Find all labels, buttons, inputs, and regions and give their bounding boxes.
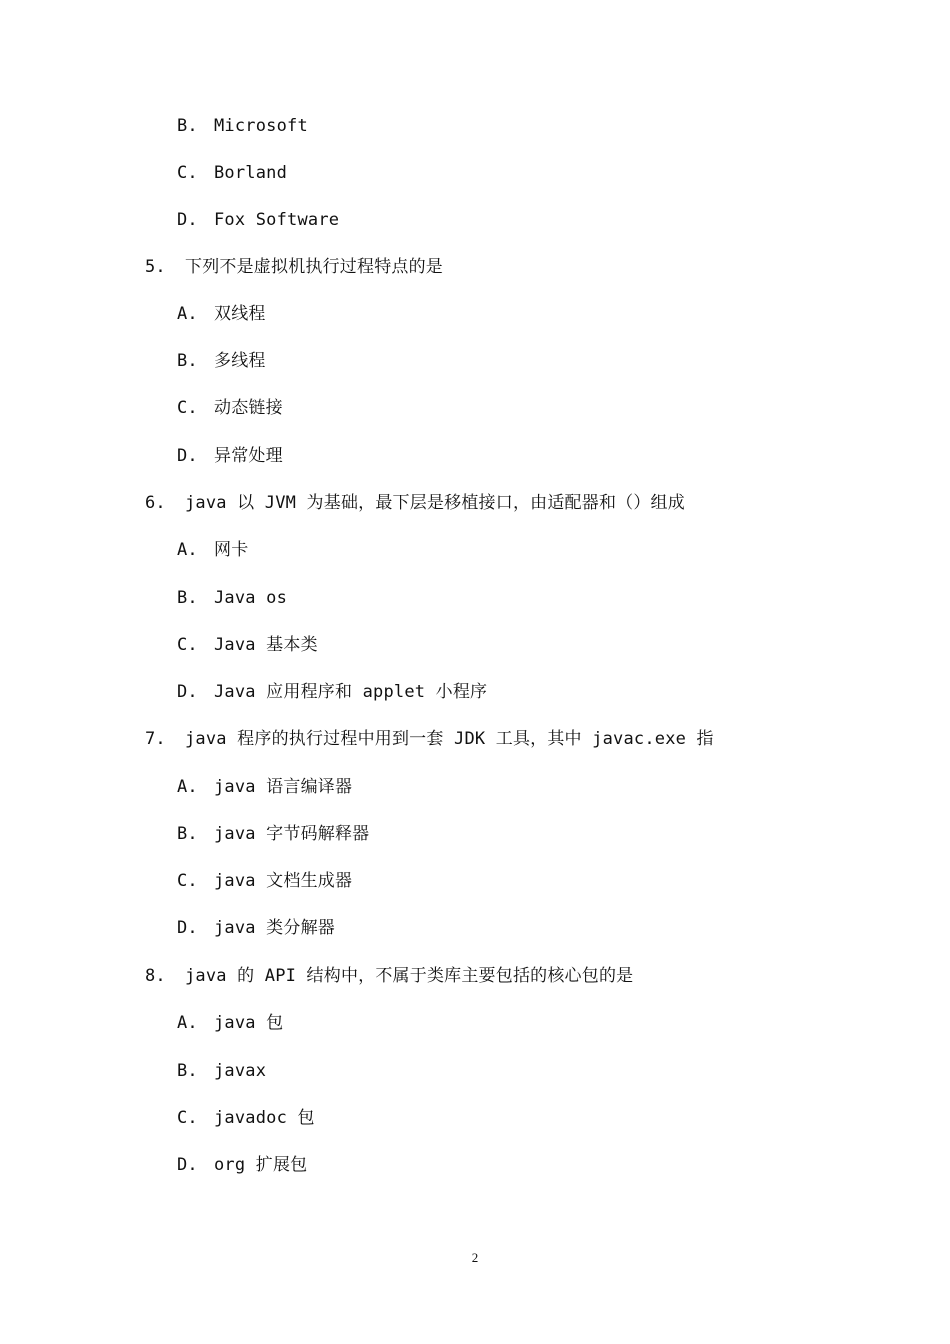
question-number: 5.	[145, 257, 166, 277]
option-7a	[177, 775, 352, 799]
option-text: java 包	[214, 1013, 284, 1033]
option-label: C.	[177, 163, 198, 183]
option-7b	[177, 822, 369, 846]
option-5c	[177, 396, 283, 420]
option-4b	[177, 114, 308, 138]
question-text: java 程序的执行过程中用到一套 JDK 工具，其中 javac.exe 指	[185, 729, 714, 749]
option-label: B.	[177, 1061, 198, 1081]
option-text: Fox Software	[214, 210, 340, 230]
option-6b	[177, 586, 287, 610]
question-7	[145, 727, 714, 751]
option-text: Java os	[214, 588, 288, 608]
option-text: javadoc 包	[214, 1108, 315, 1128]
page-number: 2	[471, 1250, 479, 1265]
option-8d	[177, 1153, 307, 1177]
question-6	[145, 491, 685, 515]
question-number: 8.	[145, 966, 166, 986]
option-label: D.	[177, 918, 198, 938]
option-4c	[177, 161, 287, 185]
option-4d	[177, 208, 339, 232]
option-5a	[177, 302, 266, 326]
option-label: C.	[177, 398, 198, 418]
option-6d	[177, 680, 487, 704]
question-text: java 以 JVM 为基础，最下层是移植接口，由适配器和（）组成	[185, 493, 685, 513]
option-label: B.	[177, 351, 198, 371]
question-8	[145, 964, 633, 988]
option-label: A.	[177, 777, 198, 797]
option-label: C.	[177, 635, 198, 655]
question-text: 下列不是虚拟机执行过程特点的是	[185, 257, 443, 277]
option-label: B.	[177, 588, 198, 608]
option-text: 双线程	[214, 304, 266, 324]
option-text: org 扩展包	[214, 1155, 308, 1175]
option-5d	[177, 444, 283, 468]
option-text: 多线程	[214, 351, 266, 371]
option-label: D.	[177, 682, 198, 702]
question-5	[145, 255, 443, 279]
option-label: D.	[177, 1155, 198, 1175]
option-label: B.	[177, 116, 198, 136]
question-number: 7.	[145, 729, 166, 749]
option-label: C.	[177, 871, 198, 891]
option-label: A.	[177, 1013, 198, 1033]
option-8b	[177, 1059, 266, 1083]
question-text: java 的 API 结构中，不属于类库主要包括的核心包的是	[185, 966, 634, 986]
option-text: Java 应用程序和 applet 小程序	[214, 682, 488, 702]
option-text: javax	[214, 1061, 267, 1081]
option-5b	[177, 349, 266, 373]
option-text: java 类分解器	[214, 918, 335, 938]
option-text: Java 基本类	[214, 635, 318, 655]
option-text: java 语言编译器	[214, 777, 353, 797]
question-number: 6.	[145, 493, 166, 513]
option-label: D.	[177, 446, 198, 466]
option-label: A.	[177, 540, 198, 560]
option-6c	[177, 633, 318, 657]
option-text: 异常处理	[214, 446, 283, 466]
option-text: 网卡	[214, 540, 249, 560]
option-label: D.	[177, 210, 198, 230]
option-text: 动态链接	[214, 398, 283, 418]
option-text: Microsoft	[214, 116, 308, 136]
option-7d	[177, 916, 335, 940]
option-6a	[177, 538, 248, 562]
option-text: java 字节码解释器	[214, 824, 370, 844]
option-text: java 文档生成器	[214, 871, 353, 891]
option-8a	[177, 1011, 283, 1035]
option-8c	[177, 1106, 315, 1130]
option-7c	[177, 869, 352, 893]
option-label: B.	[177, 824, 198, 844]
option-label: C.	[177, 1108, 198, 1128]
option-text: Borland	[214, 163, 288, 183]
option-label: A.	[177, 304, 198, 324]
